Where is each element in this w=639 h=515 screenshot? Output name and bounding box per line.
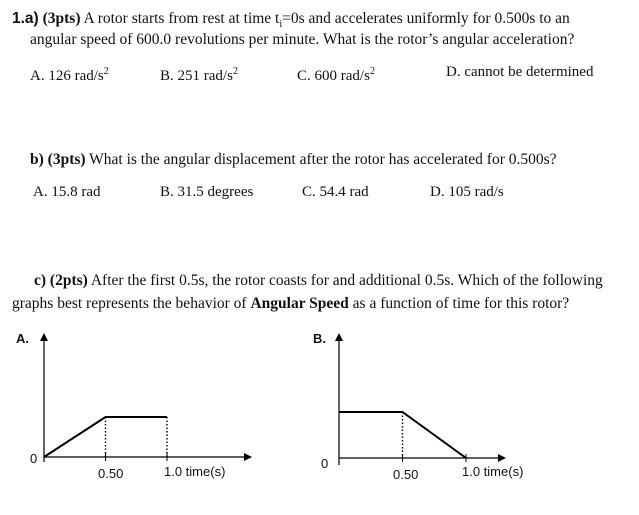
question-text: A rotor starts from rest at time t	[80, 10, 280, 27]
option-letter: A.	[33, 184, 48, 200]
graph-a	[40, 333, 252, 462]
question-text: What is the angular displacement after the rotor has accelerated for 0.500s?	[85, 151, 557, 168]
question-label: c) (2pts)	[34, 272, 88, 289]
option-value: 126 rad/s	[48, 68, 104, 84]
option-value: 31.5 degrees	[177, 184, 254, 200]
question-text-line2: angular speed of 600.0 revolutions per minute. What is the rotor’s angular acceleration?	[30, 31, 575, 48]
graph-b-tick-10: 1.0 time(s)	[462, 464, 524, 479]
graph-b-origin: 0	[321, 456, 329, 471]
option-sup: 2	[369, 66, 375, 77]
question-number: 1.a)	[12, 10, 39, 27]
subscript: i	[279, 19, 283, 31]
graph-a-tick-050: 0.50	[98, 466, 124, 481]
question-text: After the first 0.5s, the rotor coasts for and additional 0.5s. Which of the following	[87, 272, 603, 289]
graph-a-tick-10: 1.0 time(s)	[164, 464, 226, 479]
x-axis-arrow	[498, 454, 506, 462]
option-letter: A.	[30, 68, 45, 84]
option-letter: B.	[160, 68, 174, 84]
question-text-c: as a function of time for this rotor?	[348, 295, 570, 312]
graph-b-tick-050: 0.50	[393, 467, 419, 482]
option-value: 54.4 rad	[319, 184, 369, 200]
question-points: (3pts)	[42, 10, 81, 27]
option-value: 15.8 rad	[51, 184, 101, 200]
option-letter: C.	[297, 68, 311, 84]
question-label: b) (3pts)	[30, 151, 86, 168]
question-text-cont: =0s and accelerates uniformly for 0.500s to an	[282, 10, 570, 27]
question-text-bold: Angular Speed	[250, 295, 349, 312]
option-value: 600 rad/s	[314, 68, 370, 84]
option-letter: D.	[446, 64, 461, 80]
x-axis-arrow	[244, 453, 252, 461]
question-text-a: graphs best represents the behavior of	[12, 295, 251, 312]
data-line	[44, 417, 167, 457]
graph-b-label[interactable]: B.	[313, 331, 326, 346]
graph-a-origin: 0	[30, 451, 38, 466]
graph-a-label[interactable]: A.	[16, 331, 29, 346]
y-axis-arrow	[335, 333, 343, 341]
option-value: cannot be determined	[464, 64, 594, 80]
option-letter: B.	[160, 184, 174, 200]
option-value: 251 rad/s	[177, 68, 233, 84]
option-letter: C.	[302, 184, 316, 200]
option-sup: 2	[232, 66, 238, 77]
graph-b	[335, 333, 506, 465]
option-value: 105 rad/s	[448, 184, 504, 200]
y-axis-arrow	[40, 333, 48, 341]
option-sup: 2	[103, 66, 109, 77]
option-letter: D.	[430, 184, 445, 200]
